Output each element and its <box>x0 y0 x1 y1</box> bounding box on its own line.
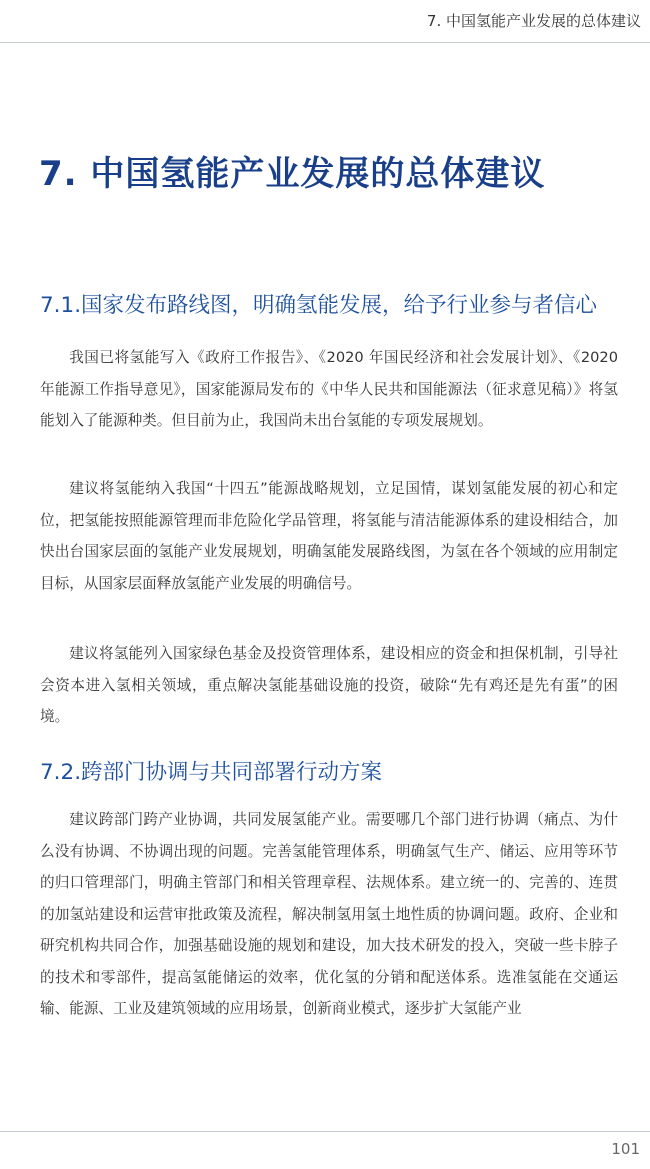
chapter-title: 7. 中国氢能产业发展的总体建议 <box>39 154 546 194</box>
section-title-7-1: 7.1.国家发布路线图，明确氢能发展，给予行业参与者信心 <box>40 293 598 318</box>
body-paragraph: 建议跨部门跨产业协调，共同发展氢能产业。需要哪几个部门进行协调（痛点、为什么没有协调、不协调出现的问题。完善氢能管理体系，明确氢气生产、储运、应用等环节的归口管理部门，明确主管部门和相关管理章程、法规体系。建立统一的、完善的、连贯的加氢站建设和运营审批政策及流程，解决制氢用氢土地性质的协调问题。政府、企业和研究机构共同合作，加强基础设施的规划和建设，加大技术研发的投入，突破一些卡脖子的技术和零部件，提高氢能储运的效率，优化氢的分销和配送体系。选准氢能在交通运输、能源、工业及建筑领域的应用场景，创新商业模式，逐步扩大氢能产业 <box>40 811 618 1017</box>
footer-divider <box>0 1131 650 1132</box>
body-paragraph: 建议将氢能列入国家绿色基金及投资管理体系，建设相应的资金和担保机制，引导社会资本进入氢相关领域，重点解决氢能基础设施的投资，破除“先有鸡还是先有蛋”的困境。 <box>40 645 618 725</box>
body-paragraph: 建议将氢能纳入我国“十四五”能源战略规划，立足国情，谋划氢能发展的初心和定位，把氢能按照能源管理而非危险化学品管理，将氢能与清洁能源体系的建设相结合，加快出台国家层面的氢能产业发展规划，明确氢能发展路线图，为氢在各个领域的应用制定目标，从国家层面释放氢能产业发展的明确信号。 <box>40 480 618 592</box>
body-paragraph: 我国已将氢能写入《政府工作报告》、《2020 年国民经济和社会发展计划》、《2020 年能源工作指导意见》，国家能源局发布的《中华人民共和国能源法（征求意见稿）》将氢能划入了能源种类。但目前为止，我国尚未出台氢能的专项发展规划。 <box>40 349 618 429</box>
section-title-7-2: 7.2.跨部门协调与共同部署行动方案 <box>40 760 383 785</box>
header-divider <box>0 42 650 43</box>
running-header: 7. 中国氢能产业发展的总体建议 <box>426 12 641 30</box>
page-number: 101 <box>611 1140 640 1158</box>
